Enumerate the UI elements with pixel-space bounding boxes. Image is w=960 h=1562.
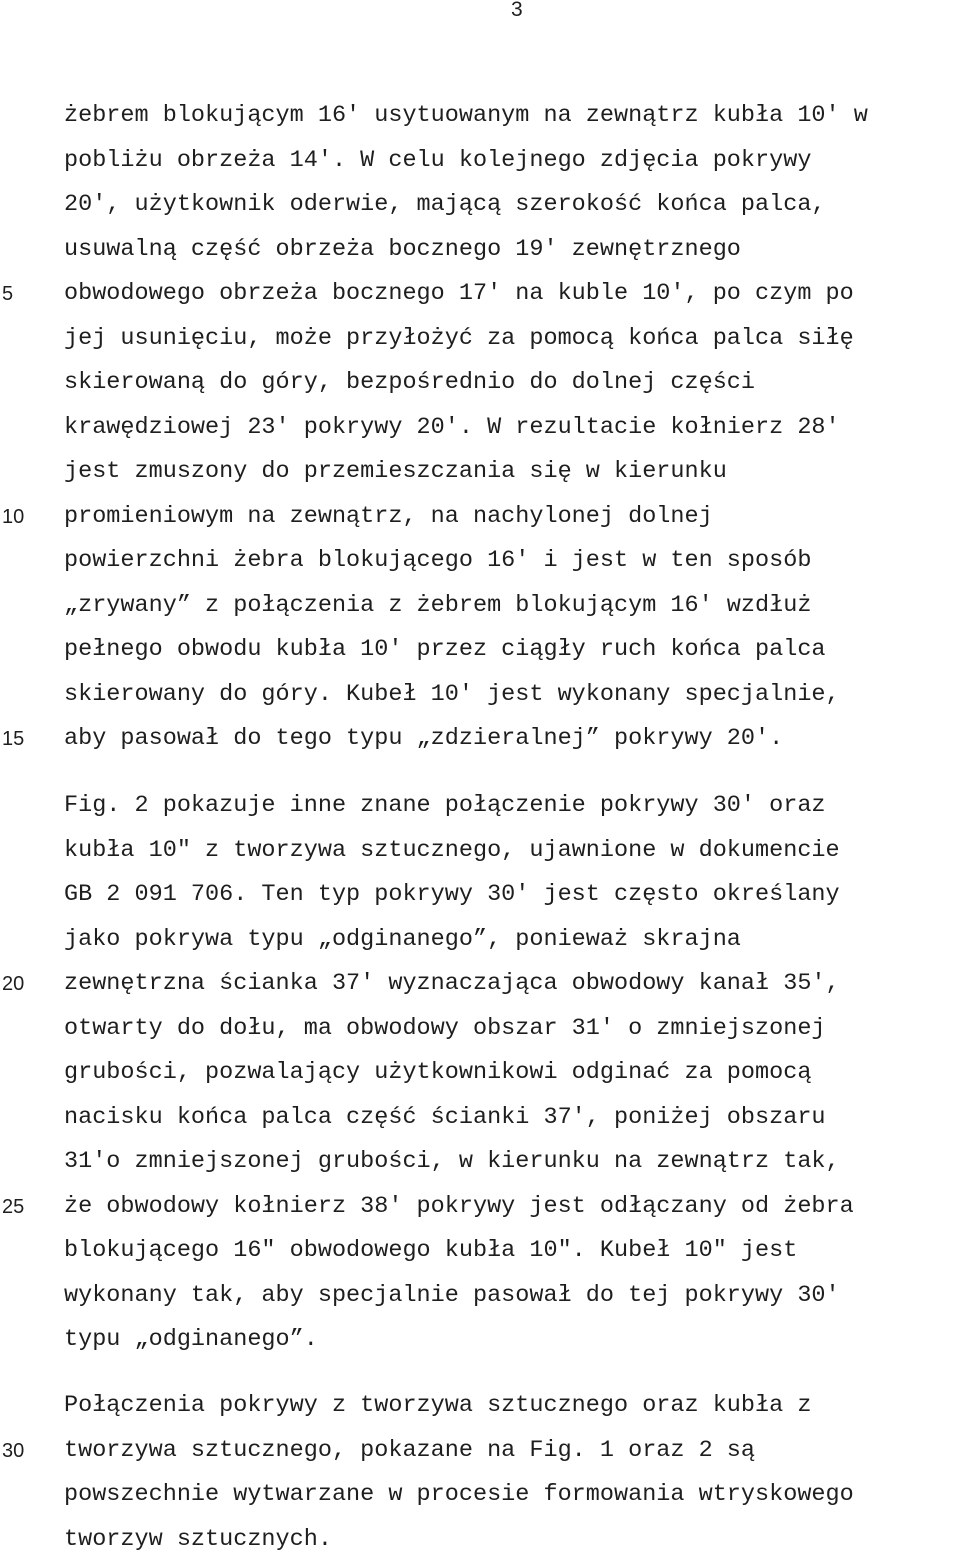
text-line: pełnego obwodu kubła 10′ przez ciągły ruch końca palca <box>64 628 868 673</box>
page-number: 3 <box>511 0 523 22</box>
text-line: jest zmuszony do przemieszczania się w kierunku <box>64 450 868 495</box>
text-line: jako pokrywa typu „odginanego”, ponieważ skrajna <box>64 918 854 963</box>
text-line: że obwodowy kołnierz 38′ pokrywy jest odłączany od żebra <box>64 1185 854 1230</box>
line-number-5: 5 <box>2 282 32 306</box>
text-line: tworzyw sztucznych. <box>64 1518 854 1562</box>
text-line: typu „odginanego”. <box>64 1318 854 1363</box>
text-line: powierzchni żebra blokującego 16′ i jest w ten sposób <box>64 539 868 584</box>
paragraph-3 <box>64 1384 854 1562</box>
text-line: GB 2 091 706. Ten typ pokrywy 30′ jest często określany <box>64 873 854 918</box>
text-line: pobliżu obrzeża 14′. W celu kolejnego zdjęcia pokrywy <box>64 139 868 184</box>
paragraph-1 <box>64 94 868 762</box>
text-line: nacisku końca palca część ścianki 37′, poniżej obszaru <box>64 1096 854 1141</box>
line-number-25: 25 <box>2 1195 32 1219</box>
text-line: jej usunięciu, może przyłożyć za pomocą końca palca siłę <box>64 317 868 362</box>
text-line: blokującego 16″ obwodowego kubła 10″. Kubeł 10″ jest <box>64 1229 854 1274</box>
text-line: powszechnie wytwarzane w procesie formowania wtryskowego <box>64 1473 854 1518</box>
text-line: żebrem blokującym 16′ usytuowanym na zewnątrz kubła 10′ w <box>64 94 868 139</box>
text-line: otwarty do dołu, ma obwodowy obszar 31′ o zmniejszonej <box>64 1007 854 1052</box>
text-line: zewnętrzna ścianka 37′ wyznaczająca obwodowy kanał 35′, <box>64 962 854 1007</box>
line-number-10: 10 <box>2 505 32 529</box>
text-line: skierowany do góry. Kubeł 10′ jest wykonany specjalnie, <box>64 673 868 718</box>
paragraph-2 <box>64 784 854 1363</box>
text-line: tworzywa sztucznego, pokazane na Fig. 1 oraz 2 są <box>64 1429 854 1474</box>
text-line: aby pasował do tego typu „zdzieralnej” pokrywy 20′. <box>64 717 868 762</box>
line-number-15: 15 <box>2 727 32 751</box>
text-line: skierowaną do góry, bezpośrednio do dolnej części <box>64 361 868 406</box>
text-line: 31′o zmniejszonej grubości, w kierunku na zewnątrz tak, <box>64 1140 854 1185</box>
line-number-20: 20 <box>2 972 32 996</box>
text-line: promieniowym na zewnątrz, na nachylonej dolnej <box>64 495 868 540</box>
text-line: 20′, użytkownik oderwie, mającą szerokość końca palca, <box>64 183 868 228</box>
text-line: wykonany tak, aby specjalnie pasował do tej pokrywy 30′ <box>64 1274 854 1319</box>
text-line: usuwalną część obrzeża bocznego 19′ zewnętrznego <box>64 228 868 273</box>
text-line: krawędziowej 23′ pokrywy 20′. W rezultacie kołnierz 28′ <box>64 406 868 451</box>
text-line: grubości, pozwalający użytkownikowi odginać za pomocą <box>64 1051 854 1096</box>
line-number-30: 30 <box>2 1439 32 1463</box>
text-line: „zrywany” z połączenia z żebrem blokującym 16′ wzdłuż <box>64 584 868 629</box>
text-line: Fig. 2 pokazuje inne znane połączenie pokrywy 30′ oraz <box>64 784 854 829</box>
text-line: obwodowego obrzeża bocznego 17′ na kuble 10′, po czym po <box>64 272 868 317</box>
text-line: kubła 10″ z tworzywa sztucznego, ujawnione w dokumencie <box>64 829 854 874</box>
text-line: Połączenia pokrywy z tworzywa sztucznego oraz kubła z <box>64 1384 854 1429</box>
